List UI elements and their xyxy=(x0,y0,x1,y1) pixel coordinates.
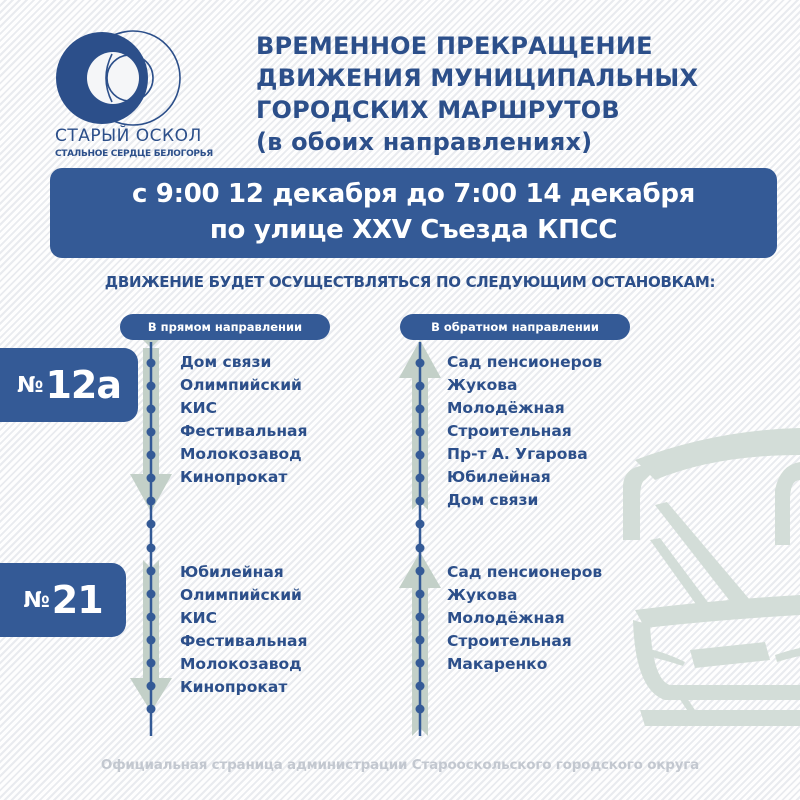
stop-item: Юбилейная xyxy=(447,468,551,486)
stop-item: Пр-т А. Угарова xyxy=(447,445,588,463)
date-range: с 9:00 12 декабря до 7:00 14 декабря xyxy=(131,179,696,209)
stop-item: Строительная xyxy=(447,422,572,440)
stop-item: Фестивальная xyxy=(180,422,308,440)
stop-item: Юбилейная xyxy=(180,563,284,581)
route-badge-21 xyxy=(0,563,126,637)
direction-backward-label: В обратном направлении xyxy=(400,314,630,340)
stop-item: Молокозавод xyxy=(180,655,302,673)
logo-name: СТАРЫЙ ОСКОЛ xyxy=(55,126,202,146)
stops-heading: ДВИЖЕНИЕ БУДЕТ ОСУЩЕСТВЛЯТЬСЯ ПО СЛЕДУЮЩИМ ОСТАНОВКАМ: xyxy=(104,273,716,291)
date-banner xyxy=(50,168,777,258)
stop-item: Сад пенсионеров xyxy=(447,353,603,371)
bus-front-icon xyxy=(595,410,800,730)
title-line: ГОРОДСКИХ МАРШРУТОВ xyxy=(256,96,620,124)
route-number: 12а xyxy=(45,363,121,407)
stop-item: Кинопрокат xyxy=(180,678,288,696)
stop-item: Жукова xyxy=(447,586,518,604)
stop-item: Олимпийский xyxy=(180,586,302,604)
stop-item: Дом связи xyxy=(447,491,539,509)
title-line: ДВИЖЕНИЯ МУНИЦИПАЛЬНЫХ xyxy=(256,64,699,92)
stop-item: Кинопрокат xyxy=(180,468,288,486)
street-name: по улице XXV Съезда КПСС xyxy=(209,215,618,245)
stop-item: Строительная xyxy=(447,632,572,650)
route-21-backward-stops xyxy=(447,561,602,676)
stop-item: Фестивальная xyxy=(180,632,308,650)
stop-item: КИС xyxy=(180,609,218,627)
route-badge-12a xyxy=(0,348,138,422)
stop-item: Олимпийский xyxy=(180,376,302,394)
footer-caption: Официальная страница администрации Старооскольского городского округа xyxy=(100,757,700,773)
stop-item: КИС xyxy=(180,399,218,417)
stop-item: Молокозавод xyxy=(180,445,302,463)
route-21-forward-stops xyxy=(180,561,307,699)
stop-item: Молодёжная xyxy=(447,609,565,627)
stop-item: Молодёжная xyxy=(447,399,565,417)
city-logo-circles-icon xyxy=(50,28,200,128)
stop-item: Дом связи xyxy=(180,353,272,371)
direction-forward-label: В прямом направлении xyxy=(120,314,330,340)
city-logo xyxy=(40,28,240,158)
route-12a-backward-stops xyxy=(447,351,602,512)
title-line: (в обоих направлениях) xyxy=(256,128,593,156)
stop-item: Сад пенсионеров xyxy=(447,563,603,581)
number-sign: № xyxy=(17,372,44,398)
title-line: ВРЕМЕННОЕ ПРЕКРАЩЕНИЕ xyxy=(256,32,653,60)
number-sign: № xyxy=(23,587,50,613)
page-title xyxy=(256,30,776,158)
route-12a-forward-stops xyxy=(180,351,307,489)
backward-route-line xyxy=(397,340,443,740)
route-number: 21 xyxy=(51,578,103,622)
stop-item: Макаренко xyxy=(447,655,548,673)
logo-tagline: СТАЛЬНОЕ СЕРДЦЕ БЕЛОГОРЬЯ xyxy=(55,149,213,159)
stop-item: Жукова xyxy=(447,376,518,394)
